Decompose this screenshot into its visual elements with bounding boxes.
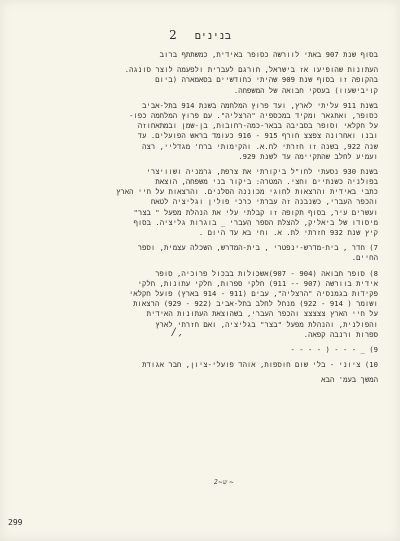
text-line: קיץ שנת 932 חזרתי לת. א. וחי בא עד היום . — [198, 228, 378, 237]
text-line: ועשרים עיר, בסוף תקופה זו קבלתי עלי את הנהלת מפעל " בצר" — [133, 207, 378, 217]
text-line: בשנת 911 עליתי לארץ, ועד פרוץ המלחמה בשנת 914 בתל-אביב — [142, 100, 378, 110]
text-line: החיים. — [351, 253, 378, 263]
header-title: בנינים — [194, 31, 231, 42]
text-line: ועמיע לחלב שהתקיימה עד לשנת 929. — [238, 151, 378, 161]
document-body — [24, 50, 378, 385]
text-line: כסופר, ואתגאר ומקיד במכספיה "הרצליה". עם פרוץ המלחמה כפו- — [129, 110, 378, 120]
text-line: בפולניה כשנתיים וחצי. המטרה: ביקור בני משפחה, הוצאת — [155, 177, 378, 187]
text-line: והכפר העברי, כשנבנה זה עברתי כרכי פולין וגליציה לטאח — [150, 197, 378, 207]
text-line: ובנו ואחרונה צפצצ חורף 915 - 916 כעומד בראש הפועלים. עד — [137, 131, 378, 141]
header-page-number: 2 — [169, 28, 177, 42]
text-line: קויבישעוו) בעסקי חבואה של המשפחה. — [233, 85, 378, 95]
text-line: בשנת 930 נסעתי לחו"ל ביקורתי את צרפת, גרמניה ושוויצרי — [146, 166, 378, 176]
text-line: שנה 922, בשנה זו חזרתי לח.א. והקימותי ברח' מגדליי, רצה — [142, 141, 378, 151]
text-line: 9) _ - - - ( - - - - — [290, 344, 378, 354]
text-line: ושומר ( 914 - 922) מנחל לחלב בתל-אביב (922 - 929) הרצאות — [133, 299, 378, 309]
footer-page-number: 299 — [8, 518, 23, 527]
text-line: 7) חדר , בית-מדרש-ינפטרי , בית-המדרש, השכלה עצמית, וספר — [137, 243, 378, 253]
text-line: בסוף שנת 907 באתי לוורשה כסופר באידית, כמשתתף ברוב — [159, 50, 378, 59]
text-line: 8) סופר חבואה (904 - 907)אשכולות בבכול פרוכיה, סופר — [155, 268, 378, 278]
text-line: על חקלאי וסופר בסביבה בבאר-כמה-רחובות, בן-שמן ובמתאחוזה — [137, 121, 378, 131]
text-line: והפולנית, והנהלת מפעל "בצר" בגליציה, ואם חזרתי לארץ — [155, 319, 378, 329]
text-line: 10) ציוני - בלי שום חוספות, אוהד פועלי-ציון, חבר אגודת — [142, 360, 378, 370]
text-line: המשך בעמ' הבא — [321, 375, 378, 385]
text-line: על חיי הארץ צצצצצ והכפר העברי, בשהוצאת העתונות האידית — [146, 309, 378, 319]
text-line: פקידות בגמנסיה "הרצליה", עבים (911 - 914 בארץ) פועל חקלאי — [128, 288, 378, 298]
page-header — [110, 27, 290, 43]
handwritten-mark: ש~2 ~ — [214, 479, 235, 486]
text-line: אידית בוורשה (907 -- 911) חלקי ספרות, חלקי עתונות, חלקי — [137, 278, 378, 288]
text-line: מיסודו של ביאליק, להצלת הספר העברי _ בוגרות גליציה. בסוף — [133, 217, 378, 227]
text-line: כתבי באידית והרצאות לחוגי מכוננה הסלנים. והרצאות על חיי הארץ — [116, 187, 378, 197]
text-line: העתונות שהופיעו אז בישראל, חורגם לעברית ולפעמה לוצר סונגה. — [124, 65, 378, 75]
text-line: בהקופה זו בסוף שנת 909 שהיתי כחודשיים בסאמארה (ביום — [155, 75, 378, 85]
text-line: ספרות ורנבה קפאה. — [303, 329, 378, 339]
handwritten-mark: / , — [172, 327, 182, 338]
